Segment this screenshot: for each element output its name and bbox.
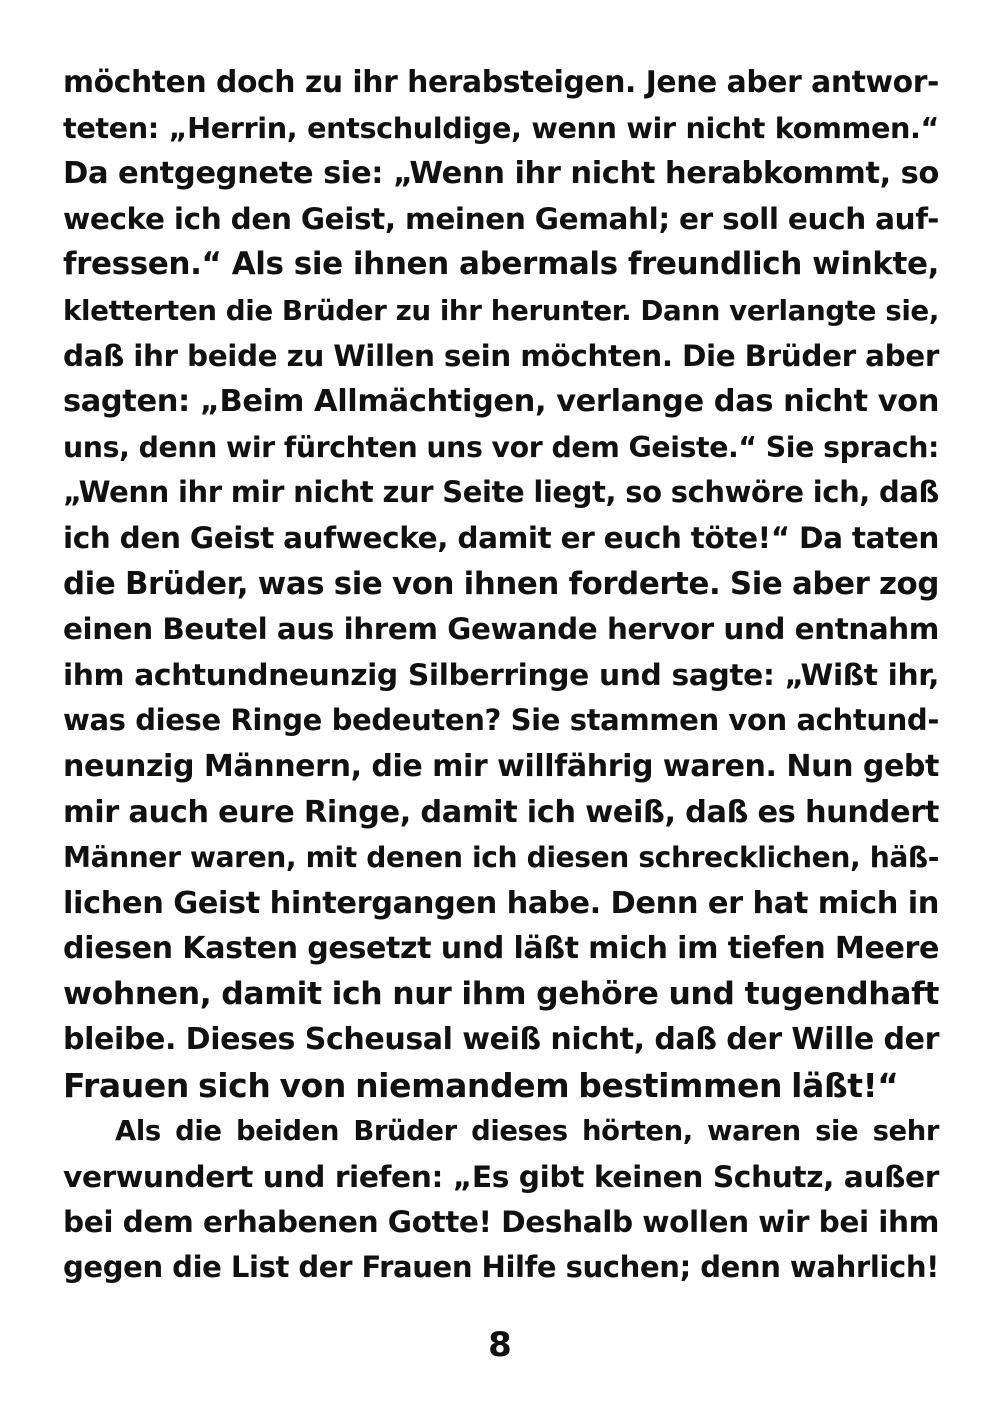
text-line: was diese Ringe bedeuten? Sie stammen von achtund-	[63, 703, 939, 738]
page-number: 8	[488, 1325, 512, 1365]
text-line: die Brüder, was sie von ihnen forderte. Sie aber zog	[63, 565, 939, 602]
text-line: sagten: „Beim Allmächtigen, verlange das nicht von	[63, 384, 939, 420]
text-line: Als die beiden Brüder dieses hörten, waren sie sehr	[115, 1115, 939, 1147]
text-line: Männer waren, mit denen ich diesen schrecklichen, häß-	[63, 841, 939, 875]
text-line: „Wenn ihr mir nicht zur Seite liegt, so schwöre ich, daß	[63, 475, 939, 510]
text-line: gegen die List der Frauen Hilfe suchen; denn wahrlich!	[63, 1250, 939, 1285]
text-line: bleibe. Dieses Scheusal weiß nicht, daß der Wille der	[63, 1022, 939, 1058]
text-line: Frauen sich von niemandem bestimmen läßt!“	[63, 1066, 899, 1106]
text-line: fressen.“ Als sie ihnen abermals freundlich winkte,	[63, 246, 939, 283]
text-line: uns, denn wir fürchten uns vor dem Geiste.“ Sie sprach:	[63, 430, 939, 464]
text-line: lichen Geist hintergangen habe. Denn er hat mich in	[63, 885, 939, 921]
text-line: daß ihr beide zu Willen sein möchten. Die Brüder aber	[63, 338, 939, 373]
text-line: ihm achtundneunzig Silberringe und sagte: „Wißt ihr,	[63, 657, 939, 693]
text-line: teten: „Herrin, entschuldige, wenn wir nicht kommen.“	[63, 110, 939, 145]
text-line: neunzig Männern, die mir willfährig waren. Nun gebt	[63, 748, 939, 784]
text-line: ich den Geist aufwecke, damit er euch töte!“ Da taten	[63, 520, 939, 555]
text-line: wohnen, damit ich nur ihm gehöre und tugendhaft	[63, 975, 939, 1012]
text-line: möchten doch zu ihr herabsteigen. Jene aber antwor-	[63, 65, 939, 100]
text-line: einen Beutel aus ihrem Gewande hervor und entnahm	[63, 612, 939, 647]
text-line: kletterten die Brüder zu ihr herunter. Dann verlangte sie,	[63, 293, 939, 327]
text-line: verwundert und riefen: „Es gibt keinen Schutz, außer	[63, 1159, 939, 1195]
paragraph-1	[63, 60, 939, 1109]
text-line: diesen Kasten gesetzt und läßt mich im tiefen Meere	[63, 931, 939, 967]
text-line: bei dem erhabenen Gotte! Deshalb wollen wir bei ihm	[63, 1204, 939, 1239]
paragraph-2	[63, 1109, 939, 1291]
text-line: wecke ich den Geist, meinen Gemahl; er soll euch auf-	[63, 201, 939, 236]
text-line: Da entgegnete sie: „Wenn ihr nicht herabkommt, so	[63, 156, 939, 192]
body-text	[63, 60, 939, 1291]
text-line: mir auch eure Ringe, damit ich weiß, daß es hundert	[63, 794, 939, 830]
